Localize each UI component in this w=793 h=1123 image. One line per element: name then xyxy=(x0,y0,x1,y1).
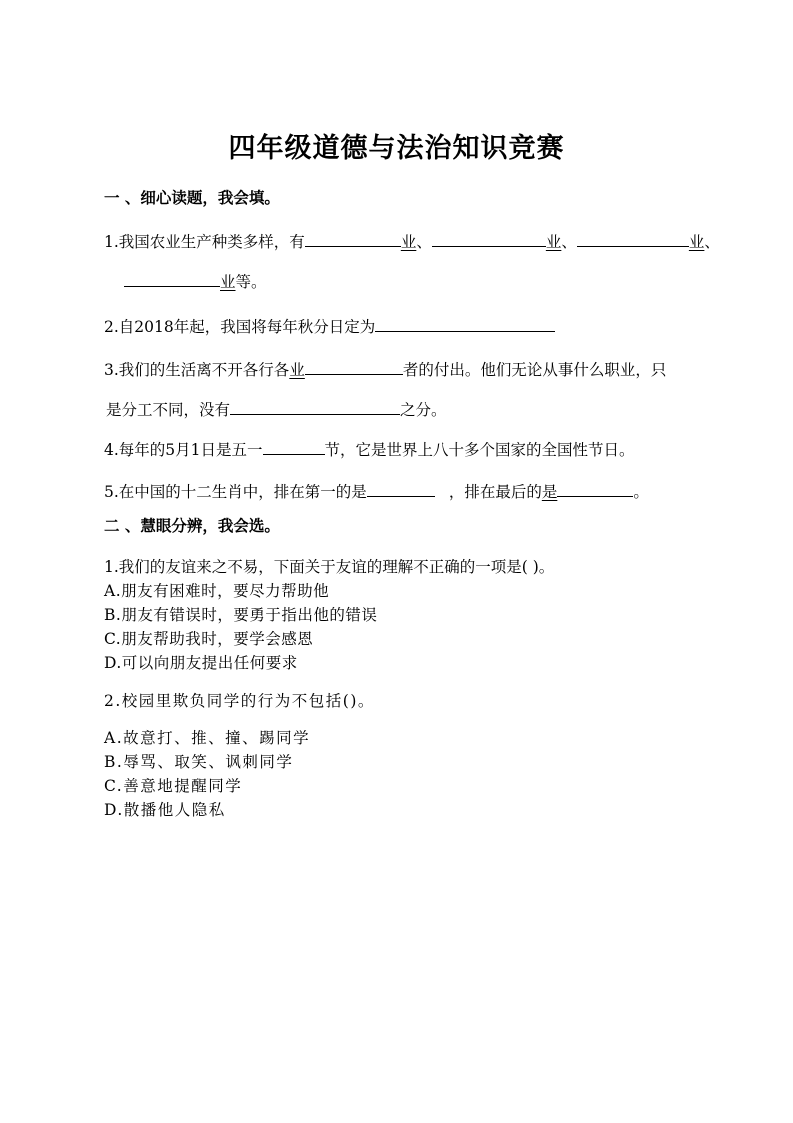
section-2-heading: 二 、慧眼分辨，我会选。 xyxy=(104,517,280,535)
question-number: 5. xyxy=(104,483,119,501)
answer-blank[interactable] xyxy=(305,228,401,247)
fill-question-3-cont xyxy=(106,396,447,421)
fill-question-1-cont xyxy=(124,268,267,293)
choice-question-1-stem: 1.我们的友谊来之不易，下面关于友谊的理解不正确的一项是( )。 xyxy=(104,558,555,576)
section-1-heading: 一 、细心读题，我会填。 xyxy=(104,189,280,207)
answer-suffix: 业 xyxy=(220,273,236,291)
separator: 、 xyxy=(704,233,720,251)
option-a[interactable]: A.朋友有困难时，要尽力帮助他 xyxy=(104,582,330,600)
question-text: 节，它是世界上八十多个国家的全国性节日。 xyxy=(324,441,635,459)
question-text: 我们的生活离不开各行各 xyxy=(118,361,290,379)
answer-blank[interactable] xyxy=(432,228,546,247)
page-title: 四年级道德与法治知识竞赛 xyxy=(228,133,565,164)
answer-blank[interactable] xyxy=(124,268,220,287)
question-text: 在中国的十二生肖中，排在第一的是 xyxy=(118,483,367,501)
question-text: ，排在最后的 xyxy=(448,483,542,501)
answer-blank[interactable] xyxy=(577,228,689,247)
option-c[interactable]: C.善意地提醒同学 xyxy=(104,777,243,795)
answer-prefix: 是 xyxy=(541,483,558,501)
option-d[interactable]: D.散播他人隐私 xyxy=(104,801,226,819)
question-text: 自2018年起，我国将每年秋分日定为 xyxy=(118,318,376,336)
answer-suffix: 业 xyxy=(688,233,705,251)
question-text: 等。 xyxy=(235,273,267,291)
choice-question-2-stem: 2.校园里欺负同学的行为不包括()。 xyxy=(104,692,375,710)
answer-blank[interactable] xyxy=(375,313,555,332)
option-b[interactable]: B.朋友有错误时，要勇于指出他的错误 xyxy=(104,606,378,624)
answer-blank[interactable] xyxy=(305,356,403,375)
separator: 、 xyxy=(561,233,577,251)
question-text: 是分工不同，没有 xyxy=(106,401,231,419)
question-text: 之分。 xyxy=(400,401,447,419)
fill-question-5 xyxy=(104,478,649,503)
answer-blank[interactable] xyxy=(367,478,435,497)
question-text: 者的付出。他们无论从事什么职业，只 xyxy=(402,361,667,379)
fill-question-4 xyxy=(104,436,635,461)
question-number: 1. xyxy=(104,233,119,251)
fill-question-3 xyxy=(104,356,666,381)
answer-blank[interactable] xyxy=(557,478,633,497)
question-number: 4. xyxy=(104,441,119,459)
answer-blank[interactable] xyxy=(263,436,325,455)
question-text: 我国农业生产种类多样，有 xyxy=(118,233,305,251)
question-number: 2. xyxy=(104,318,119,336)
option-b[interactable]: B.辱骂、取笑、讽刺同学 xyxy=(104,753,294,771)
question-number: 3. xyxy=(104,361,119,379)
option-a[interactable]: A.故意打、推、撞、踢同学 xyxy=(104,729,311,747)
answer-suffix: 业 xyxy=(545,233,562,251)
answer-prefix: 业 xyxy=(289,361,305,379)
question-text: 。 xyxy=(633,483,649,501)
fill-question-1 xyxy=(104,228,720,253)
option-c[interactable]: C.朋友帮助我时，要学会感恩 xyxy=(104,630,314,648)
fill-question-2 xyxy=(104,313,555,338)
answer-suffix: 业 xyxy=(400,233,417,251)
answer-blank[interactable] xyxy=(230,396,400,415)
separator: 、 xyxy=(416,233,432,251)
question-text: 每年的5月1日是五一 xyxy=(118,441,263,459)
option-d[interactable]: D.可以向朋友提出任何要求 xyxy=(104,654,298,672)
